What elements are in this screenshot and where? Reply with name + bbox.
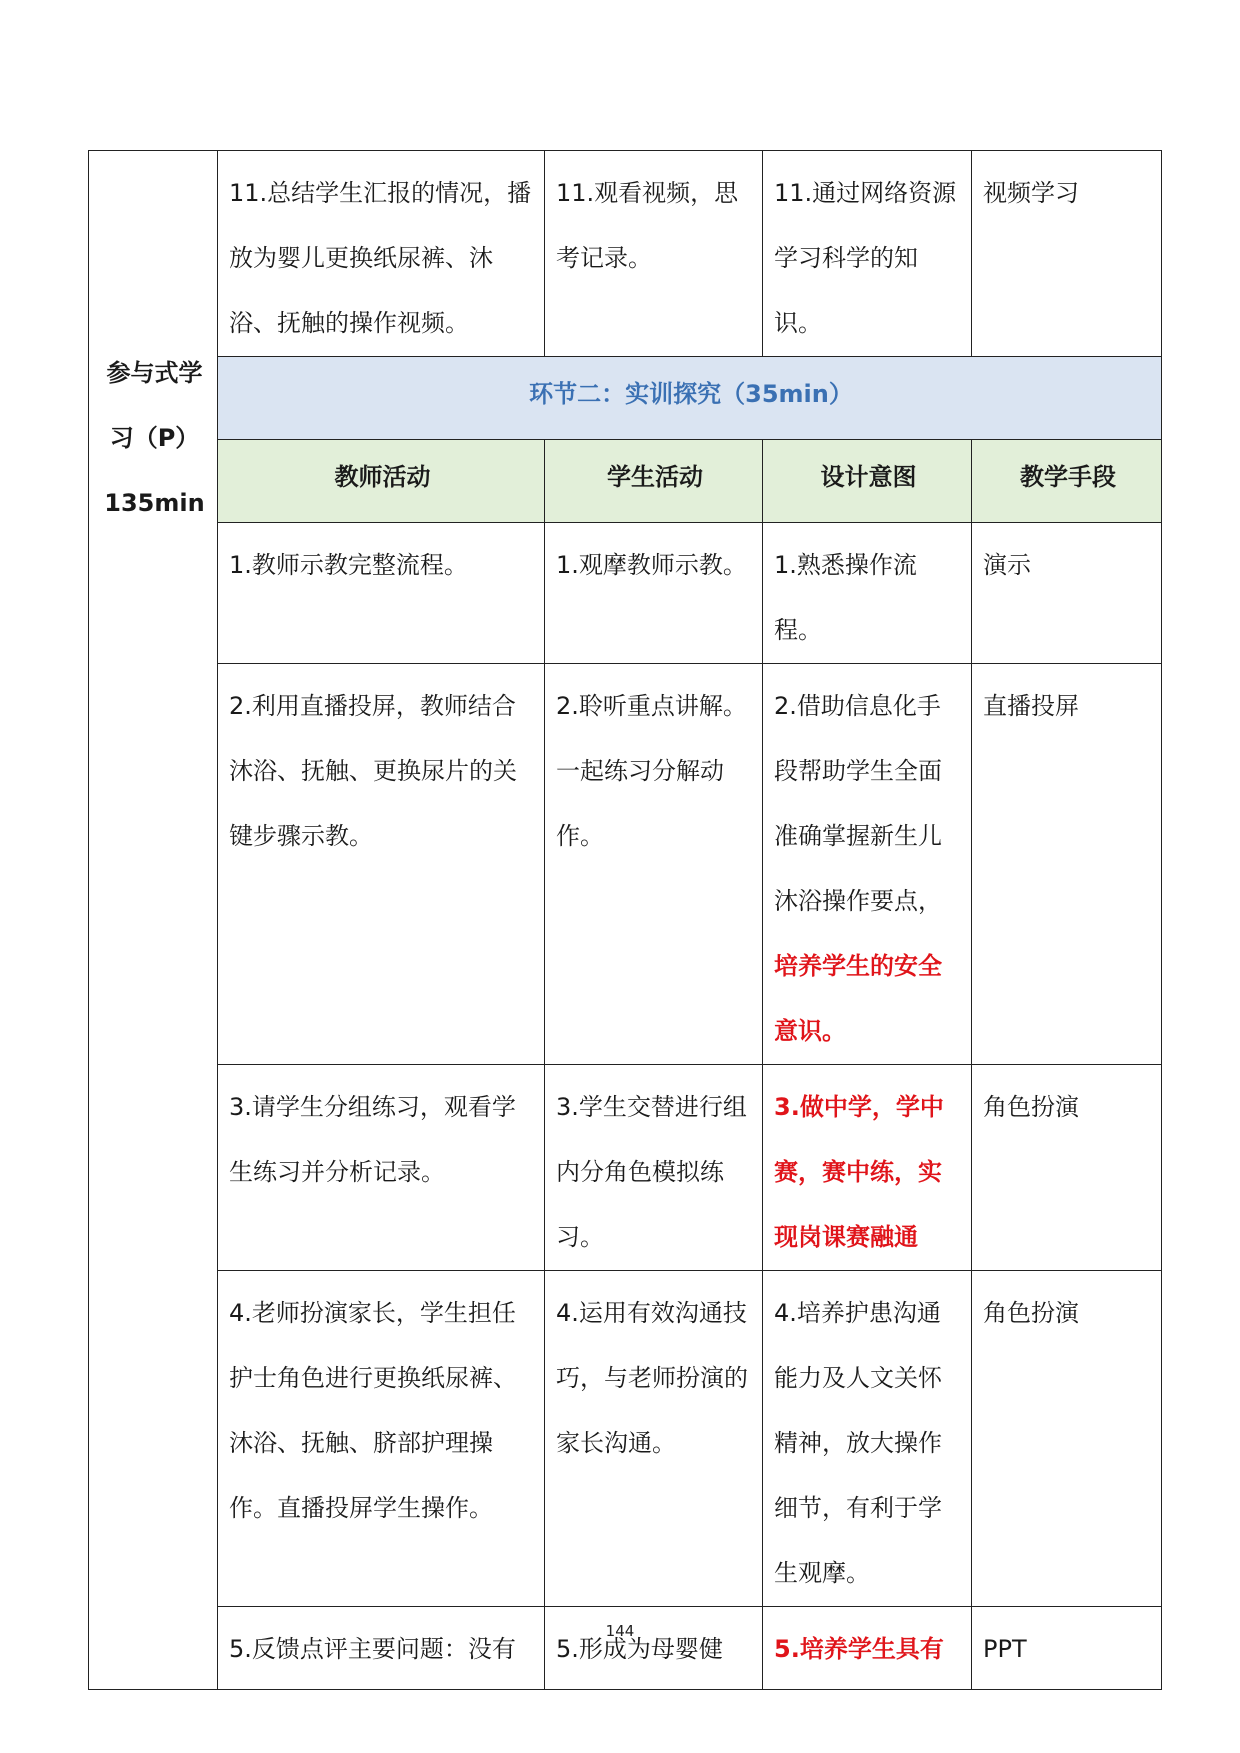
teacher-activity-cell: 1.教师示教完整流程。	[218, 523, 545, 664]
header-teacher-activity: 教师活动	[218, 440, 545, 523]
design-intent-cell: 11.通过网络资源学习科学的知识。	[763, 151, 972, 357]
column-header-row	[89, 440, 1162, 523]
table-row	[89, 523, 1162, 664]
design-intent-text: 2.借助信息化手段帮助学生全面准确掌握新生儿沐浴操作要点，	[774, 692, 942, 915]
phase-line: 135min	[104, 489, 205, 517]
table-row	[89, 664, 1162, 1065]
teacher-activity-cell: 3.请学生分组练习，观看学生练习并分析记录。	[218, 1065, 545, 1271]
design-intent-cell	[763, 664, 972, 1065]
design-intent-highlight: 培养学生的安全意识。	[774, 952, 942, 1045]
student-activity-cell: 11.观看视频，思考记录。	[545, 151, 763, 357]
phase-line: 习（P）	[109, 424, 200, 452]
teacher-activity-cell: 4.老师扮演家长，学生担任护士角色进行更换纸尿裤、沐浴、抚触、脐部护理操作。直播投屏学生操作。	[218, 1271, 545, 1607]
design-intent-cell: 4.培养护患沟通能力及人文关怀精神，放大操作细节，有利于学生观摩。	[763, 1271, 972, 1607]
teacher-activity-cell: 11.总结学生汇报的情况，播放为婴儿更换纸尿裤、沐浴、抚触的操作视频。	[218, 151, 545, 357]
teaching-means-cell: 演示	[972, 523, 1162, 664]
teaching-means-cell: 角色扮演	[972, 1065, 1162, 1271]
student-activity-cell: 2.聆听重点讲解。一起练习分解动作。	[545, 664, 763, 1065]
header-teaching-means: 教学手段	[972, 440, 1162, 523]
design-intent-cell: 1.熟悉操作流程。	[763, 523, 972, 664]
student-activity-cell: 5.形成为母婴健	[545, 1607, 763, 1690]
student-activity-cell: 4.运用有效沟通技巧，与老师扮演的家长沟通。	[545, 1271, 763, 1607]
design-intent-cell: 3.做中学，学中赛，赛中练，实现岗课赛融通	[763, 1065, 972, 1271]
teacher-activity-cell: 5.反馈点评主要问题：没有	[218, 1607, 545, 1690]
table-row	[89, 1065, 1162, 1271]
phase-label-cell	[89, 151, 218, 1690]
teaching-means-cell: 角色扮演	[972, 1271, 1162, 1607]
teaching-means-cell: 视频学习	[972, 151, 1162, 357]
student-activity-cell: 3.学生交替进行组内分角色模拟练习。	[545, 1065, 763, 1271]
teaching-means-cell: 直播投屏	[972, 664, 1162, 1065]
section-heading-row	[89, 357, 1162, 440]
table-row	[89, 151, 1162, 357]
table-row	[89, 1607, 1162, 1690]
page-number: 144	[605, 1622, 635, 1640]
phase-line: 参与式学	[106, 359, 203, 387]
design-intent-cell: 5.培养学生具有	[763, 1607, 972, 1690]
section-title: 环节二：实训探究（35min）	[218, 357, 1162, 440]
lesson-plan-table	[88, 150, 1162, 1690]
header-design-intent: 设计意图	[763, 440, 972, 523]
table-row	[89, 1271, 1162, 1607]
student-activity-cell: 1.观摩教师示教。	[545, 523, 763, 664]
header-student-activity: 学生活动	[545, 440, 763, 523]
teaching-means-cell: PPT	[972, 1607, 1162, 1690]
teacher-activity-cell: 2.利用直播投屏，教师结合沐浴、抚触、更换尿片的关键步骤示教。	[218, 664, 545, 1065]
